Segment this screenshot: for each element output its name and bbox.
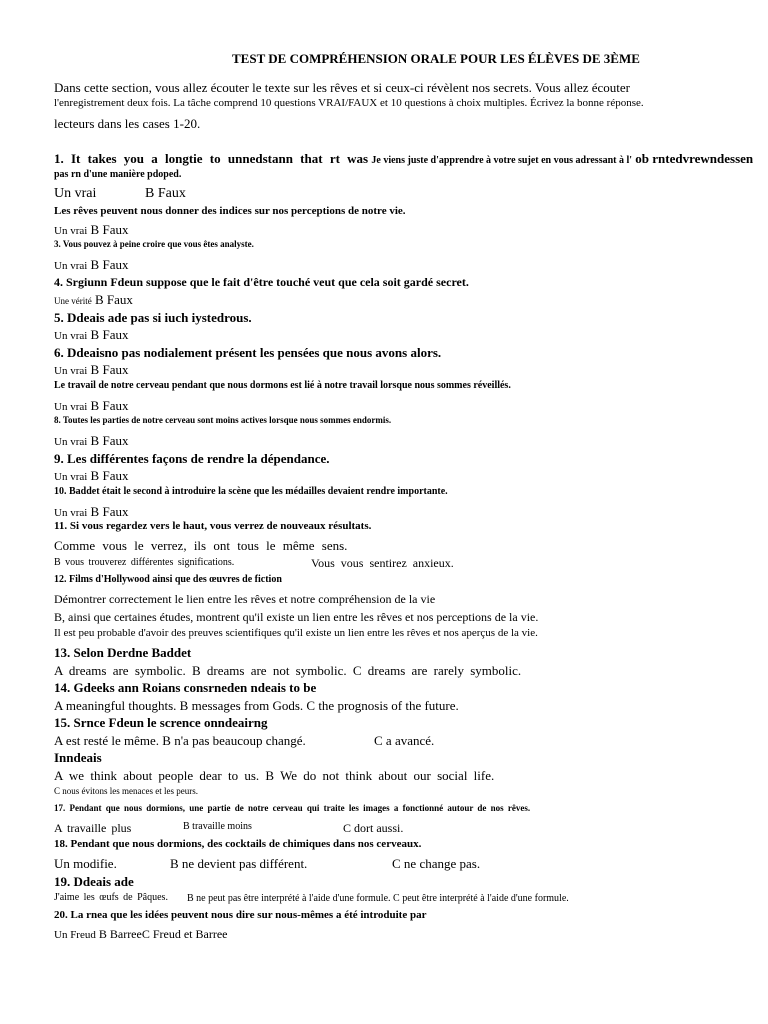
q16-text: Inndeais	[54, 750, 102, 765]
q16-option-ab: A we think about people dear to us. B We do not think about our social life.	[54, 768, 495, 783]
q17-option-c: C dort aussi.	[343, 821, 404, 835]
q20-text: 20. La rnea que les idées peuvent nous dire sur nous-mêmes a été introduite par	[54, 909, 427, 921]
q18-option-b: B ne devient pas différent.	[170, 856, 308, 871]
q7-answer	[54, 399, 128, 414]
q4-answer-b: B Faux	[94, 292, 133, 307]
q15-option-c: C a avancé.	[374, 733, 435, 748]
q13-options: A dreams are symbolic. B dreams are not symbolic. C dreams are rarely symbolic.	[54, 663, 522, 678]
q1-option-b: B Faux	[145, 186, 186, 201]
q1-text-b: Je viens juste d'apprendre à votre sujet en vous adressant à l'	[371, 155, 633, 166]
q17-text: 17. Pendant que nous dormions, une partie de notre cerveau qui traite les images a fonctionné autour de nos rêves.	[54, 803, 531, 813]
q12-option-c: Il est peu probable d'avoir des preuves scientifiques qu'il existe un lien entre les rêves et nos aperçus de la vie.	[54, 627, 538, 639]
q1-option-a: Un vrai	[54, 186, 97, 201]
q4-answer-a: Une vérité	[54, 296, 92, 306]
q1-text-c: ob rntedvrewndessen	[635, 151, 754, 166]
q2-answer-a: Un vrai	[54, 225, 88, 237]
q10-answer-a: Un vrai	[54, 507, 88, 519]
q6-answer	[54, 363, 128, 378]
page-title: TEST DE COMPRÉHENSION ORALE POUR LES ÉLÈVES DE 3ÈME	[232, 51, 640, 66]
q12-option-a: Démontrer correctement le lien entre les rêves et notre compréhension de la vie	[54, 592, 436, 606]
q10-answer-b: B Faux	[90, 504, 129, 519]
q7-text: Le travail de notre cerveau pendant que nous dormons est lié à notre travail lorsque nous sommes réveillés.	[54, 380, 511, 391]
q2-answer-b: B Faux	[90, 222, 129, 237]
q12-option-b: B, ainsi que certaines études, montrent qu'il existe un lien entre les rêves et nos perceptions de la vie.	[54, 610, 539, 624]
q7-answer-a: Un vrai	[54, 401, 88, 413]
q5-answer-b: B Faux	[90, 327, 129, 342]
q9-text: 9. Les différentes façons de rendre la dépendance.	[54, 451, 330, 466]
q1-line-1	[54, 152, 753, 167]
q20-options	[54, 928, 227, 942]
q5-answer-a: Un vrai	[54, 330, 88, 342]
q12-text: 12. Films d'Hollywood ainsi que des œuvres de fiction	[54, 574, 282, 585]
q20-option-a: Un Freud	[54, 929, 96, 941]
q9-answer	[54, 469, 128, 484]
q1-text-a: 1. It takes you a longtie to unnedstann that rt was	[54, 151, 369, 166]
q18-option-a: Un modifie.	[54, 856, 117, 871]
q6-text: 6. Ddeaisno pas nodialement présent les pensées que nous avons alors.	[54, 345, 442, 360]
q10-answer	[54, 505, 128, 520]
q17-option-b: B travaille moins	[183, 821, 252, 832]
intro-line-2: l'enregistrement deux fois. La tâche comprend 10 questions VRAI/FAUX et 10 questions à choix multiples. Écrivez la bonne réponse.	[54, 97, 644, 109]
intro-line-1: Dans cette section, vous allez écouter le texte sur les rêves et si ceux-ci révèlent nos secrets. Vous allez écouter	[54, 80, 630, 95]
q19-option-bc: B ne peut pas être interprété à l'aide d'une formule. C peut être interprété à l'aide d'une formule.	[187, 893, 569, 904]
q11-text: 11. Si vous regardez vers le haut, vous verrez de nouveaux résultats.	[54, 520, 372, 532]
q3-answer	[54, 258, 128, 273]
q6-answer-b: B Faux	[90, 362, 129, 377]
q4-text: 4. Srgiunn Fdeun suppose que le fait d'être touché veut que cela soit gardé secret.	[54, 275, 469, 289]
q18-option-c: C ne change pas.	[392, 856, 481, 871]
q8-answer-a: Un vrai	[54, 436, 88, 448]
q16-option-c: C nous évitons les menaces et les peurs.	[54, 786, 198, 796]
q3-text: 3. Vous pouvez à peine croire que vous êtes analyste.	[54, 239, 254, 249]
q9-answer-b: B Faux	[90, 468, 129, 483]
q13-text: 13. Selon Derdne Baddet	[54, 645, 192, 660]
q5-text: 5. Ddeais ade pas si iuch iystedrous.	[54, 310, 252, 325]
q11-option-a: Comme vous le verrez, ils ont tous le même sens.	[54, 538, 348, 553]
q8-answer	[54, 434, 128, 449]
q11-option-c: Vous vous sentirez anxieux.	[311, 556, 454, 570]
q6-answer-a: Un vrai	[54, 365, 88, 377]
q18-text: 18. Pendant que nous dormions, des cocktails de chimiques dans nos cerveaux.	[54, 838, 422, 850]
q3-answer-a: Un vrai	[54, 260, 88, 272]
q14-text: 14. Gdeeks ann Roians consrneden ndeais to be	[54, 680, 317, 695]
q14-options: A meaningful thoughts. B messages from Gods. C the prognosis of the future.	[54, 698, 459, 713]
q15-text: 15. Srnce Fdeun le scrence onndeairng	[54, 715, 268, 730]
q15-option-ab: A est resté le même. B n'a pas beaucoup changé.	[54, 733, 306, 748]
q11-option-b: B vous trouverez différentes significations.	[54, 557, 235, 568]
q9-answer-a: Un vrai	[54, 471, 88, 483]
q5-answer	[54, 328, 128, 343]
q2-text: Les rêves peuvent nous donner des indices sur nos perceptions de notre vie.	[54, 205, 406, 217]
q10-text: 10. Baddet était le second à introduire la scène que les médailles devaient rendre importante.	[54, 486, 448, 497]
q17-option-a: A travaille plus	[54, 821, 132, 835]
intro-line-3: lecteurs dans les cases 1-20.	[54, 116, 201, 131]
q3-answer-b: B Faux	[90, 257, 129, 272]
q8-text: 8. Toutes les parties de notre cerveau sont moins actives lorsque nous sommes endormis.	[54, 415, 392, 425]
q19-option-a: J'aime les œufs de Pâques.	[54, 892, 168, 903]
q4-answer	[54, 293, 133, 307]
q1-line-2: pas rn d'une manière pdoped.	[54, 169, 182, 180]
q19-text: 19. Ddeais ade	[54, 874, 134, 889]
q20-option-bc: B BarreeC Freud et Barree	[98, 927, 228, 941]
q2-answer	[54, 223, 128, 238]
q8-answer-b: B Faux	[90, 433, 129, 448]
q7-answer-b: B Faux	[90, 398, 129, 413]
